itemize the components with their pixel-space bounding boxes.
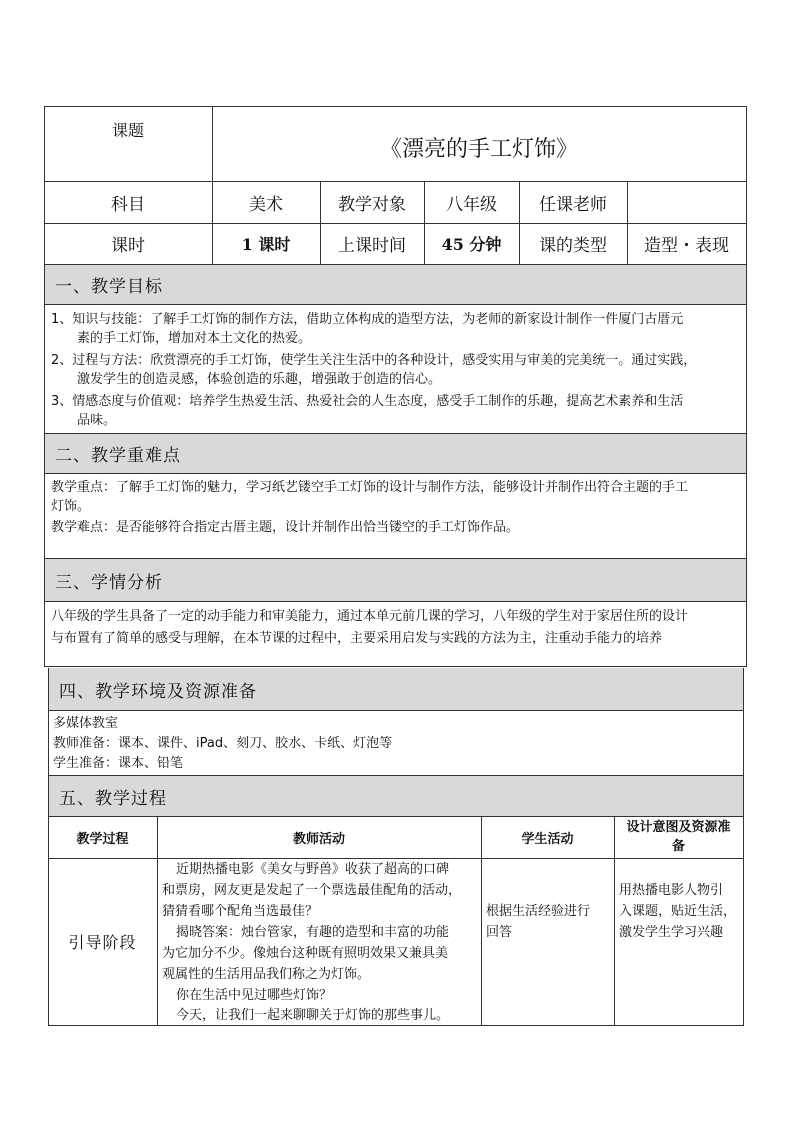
teacher-activity-line: 观属性的生活用品我们称之为灯饰。 [162,967,371,982]
period-label: 课时 [111,236,145,256]
intent-line: 激发学生学习兴趣 [619,925,724,940]
teacher-label: 任课老师 [539,194,607,215]
goal-line: 2、过程与方法：欣赏漂亮的手工灯饰，使学生关注生活中的各种设计，感受实用与审美的完美统一。通过实践， [51,353,697,368]
key-point-line: 灯饰。 [51,499,91,514]
teacher-activity-line: 近期热播电影《美女与野兽》收获了超高的口碑 [176,862,450,877]
target-label: 教学对象 [338,194,406,215]
column-header-teacher: 教师活动 [292,831,345,847]
student-activity-line: 根据生活经验进行 [486,904,591,919]
analysis-line: 与布置有了简单的感受与理解，在本节课的过程中，主要采用启发与实践的方法为主，注重动手能力的培养 [51,631,663,646]
table-border-right [743,668,744,1026]
analysis-line: 八年级的学生具备了一定的动手能力和审美能力，通过本单元前几课的学习，八年级的学生对于家居住所的设计 [51,609,689,624]
teacher-activity-line: 你在生活中见过哪些灯饰？ [176,988,333,1003]
section-heading-goals: 一、教学目标 [45,265,746,304]
table-border-bottom [44,666,746,667]
target-value: 八年级 [446,194,497,215]
table-border-right [746,106,747,667]
table-rule [44,601,746,602]
topic-label: 课题 [111,121,144,140]
goal-line: 品味。 [77,413,117,428]
section-heading-key-points: 二、教学重难点 [45,434,746,473]
teacher-value [627,181,746,223]
subject-value: 美术 [249,194,283,215]
section-heading-analysis: 三、学情分析 [45,559,746,601]
goal-line: 3、情感态度与价值观：培养学生热爱生活、热爱社会的人生态度，感受手工制作的乐趣，提高艺术素养和生活 [51,394,684,409]
intent-line: 入课题，贴近生活， [619,904,737,919]
table-rule [48,710,744,711]
period-value: 1 课时 [241,235,291,254]
goal-line: 素的手工灯饰，增加对本土文化的热爱。 [77,331,312,346]
lesson-title: 《漂亮的手工灯饰》 [379,137,578,162]
table-rule [44,473,746,474]
column-header-intent-cont: 备 [671,839,685,854]
column-header-stage: 教学过程 [76,831,129,847]
student-activity-line: 回答 [486,925,513,940]
section-heading-process: 五、教学过程 [49,776,743,816]
teacher-activity-line: 揭晓答案：烛台管家，有趣的造型和丰富的功能 [176,925,450,940]
subject-label: 科目 [111,194,145,215]
goal-line: 1、知识与技能：了解手工灯饰的制作方法，借助立体构成的造型方法，为老师的新家设计制作一件厦门古厝元 [51,312,684,327]
type-value: 造型・表现 [644,236,729,256]
time-value: 45 分钟 [441,235,502,254]
teacher-activity-line: 为它加分不少。像烛台这种既有照明效果又兼具美 [162,946,449,961]
intent-line: 用热播电影人物引 [619,883,724,898]
environment-line: 学生准备：课本、铅笔 [53,756,184,771]
type-label: 课的类型 [539,236,607,256]
time-label: 上课时间 [338,236,406,256]
teacher-activity-line: 今天，让我们一起来聊聊关于灯饰的那些事儿。 [176,1008,450,1023]
table-border-top [44,106,746,107]
teacher-activity-line: 猜猜看哪个配角当选最佳？ [162,904,319,919]
key-point-line: 教学难点：是否能够符合指定古厝主题，设计并制作出恰当镂空的手工灯饰作品。 [51,520,520,535]
goal-line: 激发学生的创造灵感，体验创造的乐趣，增强敢于创造的信心。 [77,372,442,387]
column-header-student: 学生活动 [521,831,574,847]
table-rule [44,304,746,305]
key-point-line: 教学重点：了解手工灯饰的魅力，学习纸艺镂空手工灯饰的设计与制作方法，能够设计并制作出符合主题的手工 [51,480,689,495]
column-header-intent: 设计意图及资源准 [626,820,731,835]
stage-label: 引导阶段 [68,933,137,952]
section-heading-environment: 四、教学环境及资源准备 [49,668,743,710]
environment-line: 教师准备：课本、课件、iPad、刻刀、胶水、卡纸、灯泡等 [53,736,393,751]
teacher-activity-line: 和票房，网友更是发起了一个票选最佳配角的活动， [162,883,462,898]
environment-line: 多媒体教室 [53,716,119,731]
